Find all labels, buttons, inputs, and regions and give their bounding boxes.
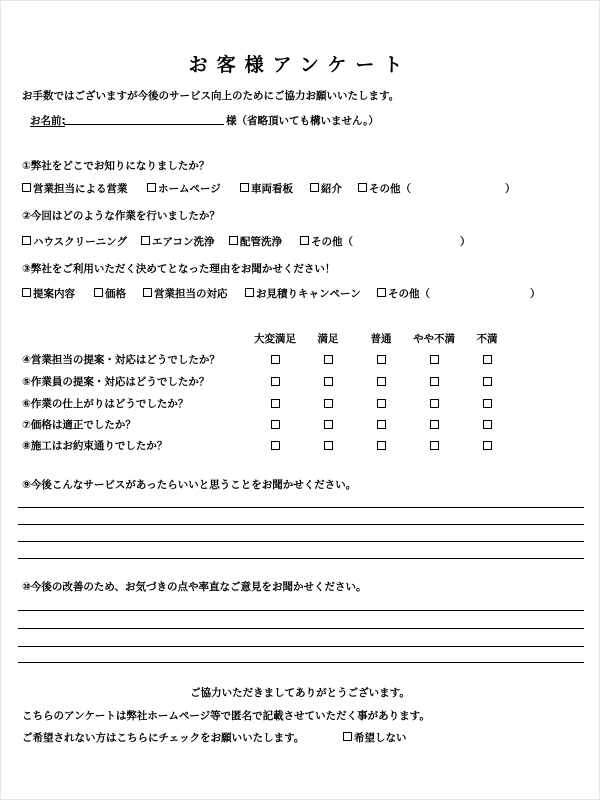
rating-checkbox[interactable] xyxy=(271,420,280,429)
q3-option-price[interactable]: 価格 xyxy=(94,286,126,301)
rating-checkbox[interactable] xyxy=(483,377,492,386)
rating-row-q7: ⑦価格は適正でしたか？ xyxy=(22,419,136,431)
rating-checkbox[interactable] xyxy=(271,377,280,386)
q3-option-estimate-campaign[interactable]: お見積りキャンペーン xyxy=(245,286,361,301)
checkbox-icon[interactable] xyxy=(300,236,309,245)
q9-answer-line[interactable] xyxy=(18,558,584,559)
rating-row-q4: ④営業担当の提案・対応はどうでしたか？ xyxy=(22,354,220,366)
rating-checkbox[interactable] xyxy=(430,441,439,450)
q2-other-close: ） xyxy=(460,236,471,248)
checkbox-icon[interactable] xyxy=(310,183,319,192)
rating-checkbox[interactable] xyxy=(430,420,439,429)
checkbox-icon[interactable] xyxy=(141,236,150,245)
checkbox-icon[interactable] xyxy=(143,288,152,297)
rating-checkbox[interactable] xyxy=(324,420,333,429)
q10-answer-line[interactable] xyxy=(18,662,584,663)
checkbox-icon[interactable] xyxy=(22,236,31,245)
checkbox-icon[interactable] xyxy=(22,288,31,297)
q3-option-other[interactable]: その他（ xyxy=(377,286,430,301)
rating-checkbox[interactable] xyxy=(271,441,280,450)
name-label-underline xyxy=(30,126,65,127)
q2-option-pipe[interactable]: 配管洗浄 xyxy=(229,234,282,249)
question-10: ⑩今後の改善のため、お気づきの点や率直なご意見をお聞かせください。 xyxy=(22,581,367,593)
rating-col-satisfied: 満足 xyxy=(317,333,339,345)
rating-checkbox[interactable] xyxy=(377,355,386,364)
rating-checkbox[interactable] xyxy=(324,399,333,408)
q2-option-other[interactable]: その他（ xyxy=(300,234,353,249)
checkbox-icon[interactable] xyxy=(343,732,352,741)
q10-answer-line[interactable] xyxy=(18,610,584,611)
rating-checkbox[interactable] xyxy=(271,355,280,364)
rating-checkbox[interactable] xyxy=(430,399,439,408)
q3-option-sales-response[interactable]: 営業担当の対応 xyxy=(143,286,228,301)
checkbox-icon[interactable] xyxy=(94,288,103,297)
page-title: お客様アンケート xyxy=(188,54,412,76)
name-input-line[interactable] xyxy=(64,124,224,125)
rating-row-q5: ⑤作業員の提案・対応はどうでしたか？ xyxy=(22,376,210,388)
q1-other-close: ） xyxy=(505,183,516,195)
q9-answer-line[interactable] xyxy=(18,541,584,542)
checkbox-icon[interactable] xyxy=(229,236,238,245)
q1-option-other[interactable]: その他（ xyxy=(358,181,411,196)
q9-answer-line[interactable] xyxy=(18,524,584,525)
question-2: ②今回はどのような作業を行いましたか？ xyxy=(22,210,220,222)
q10-answer-line[interactable] xyxy=(18,646,584,647)
optout-checkbox[interactable]: 希望しない xyxy=(343,730,407,745)
rating-row-q6: ⑥作業の仕上がりはどうでしたか？ xyxy=(22,398,189,410)
q1-option-vehicle-sign[interactable]: 車両看板 xyxy=(240,181,293,196)
rating-checkbox[interactable] xyxy=(483,355,492,364)
question-9: ⑨今後こんなサービスがあったらいいと思うことをお聞かせください。 xyxy=(22,479,357,491)
checkbox-icon[interactable] xyxy=(245,288,254,297)
q9-answer-line[interactable] xyxy=(18,507,584,508)
checkbox-icon[interactable] xyxy=(358,183,367,192)
rating-row-q8: ⑧施工はお約束通りでしたか？ xyxy=(22,440,168,452)
q2-option-house-cleaning[interactable]: ハウスクリーニング xyxy=(22,234,127,249)
rating-checkbox[interactable] xyxy=(430,355,439,364)
rating-checkbox[interactable] xyxy=(324,377,333,386)
question-3: ③弊社をご利用いただく決めてとなった理由をお聞かせください！ xyxy=(22,263,336,275)
q1-option-referral[interactable]: 紹介 xyxy=(310,181,342,196)
q1-option-sales[interactable]: 営業担当による営業 xyxy=(22,181,128,196)
rating-checkbox[interactable] xyxy=(324,441,333,450)
rating-checkbox[interactable] xyxy=(430,377,439,386)
rating-col-neutral: 普通 xyxy=(370,333,392,345)
question-1: ①弊社をどこでお知りになりましたか？ xyxy=(22,160,210,172)
rating-checkbox[interactable] xyxy=(483,420,492,429)
optout-prompt: ご希望されない方はこちらにチェックをお願いいたします。 xyxy=(22,732,305,744)
q2-option-aircon[interactable]: エアコン洗浄 xyxy=(141,234,214,249)
checkbox-icon[interactable] xyxy=(147,183,156,192)
rating-checkbox[interactable] xyxy=(271,399,280,408)
intro-text: お手数ではございますが今後のサービス向上のためにご協力お願いいたします。 xyxy=(22,90,400,102)
name-suffix: 様（省略頂いても構いません。） xyxy=(226,115,379,127)
q10-answer-line[interactable] xyxy=(18,628,584,629)
rating-col-very-satisfied: 大変満足 xyxy=(254,333,296,345)
rating-col-dissatisfied: 不満 xyxy=(476,333,498,345)
rating-col-somewhat-dissatisfied: やや不満 xyxy=(413,333,455,345)
notice-text: こちらのアンケートは弊社ホームページ等で匿名で記載させていただく事があります。 xyxy=(22,710,430,722)
q3-option-proposal[interactable]: 提案内容 xyxy=(22,286,75,301)
checkbox-icon[interactable] xyxy=(22,183,31,192)
checkbox-icon[interactable] xyxy=(377,288,386,297)
thanks-text: ご協力いただきましてありがとうございます。 xyxy=(190,687,410,699)
rating-checkbox[interactable] xyxy=(324,355,333,364)
name-label: お名前: xyxy=(30,115,66,127)
rating-checkbox[interactable] xyxy=(483,441,492,450)
rating-checkbox[interactable] xyxy=(377,377,386,386)
q1-option-homepage[interactable]: ホームページ xyxy=(147,181,221,196)
rating-checkbox[interactable] xyxy=(483,399,492,408)
rating-checkbox[interactable] xyxy=(377,420,386,429)
rating-checkbox[interactable] xyxy=(377,441,386,450)
checkbox-icon[interactable] xyxy=(240,183,249,192)
q3-other-close: ） xyxy=(530,288,541,300)
rating-checkbox[interactable] xyxy=(377,399,386,408)
